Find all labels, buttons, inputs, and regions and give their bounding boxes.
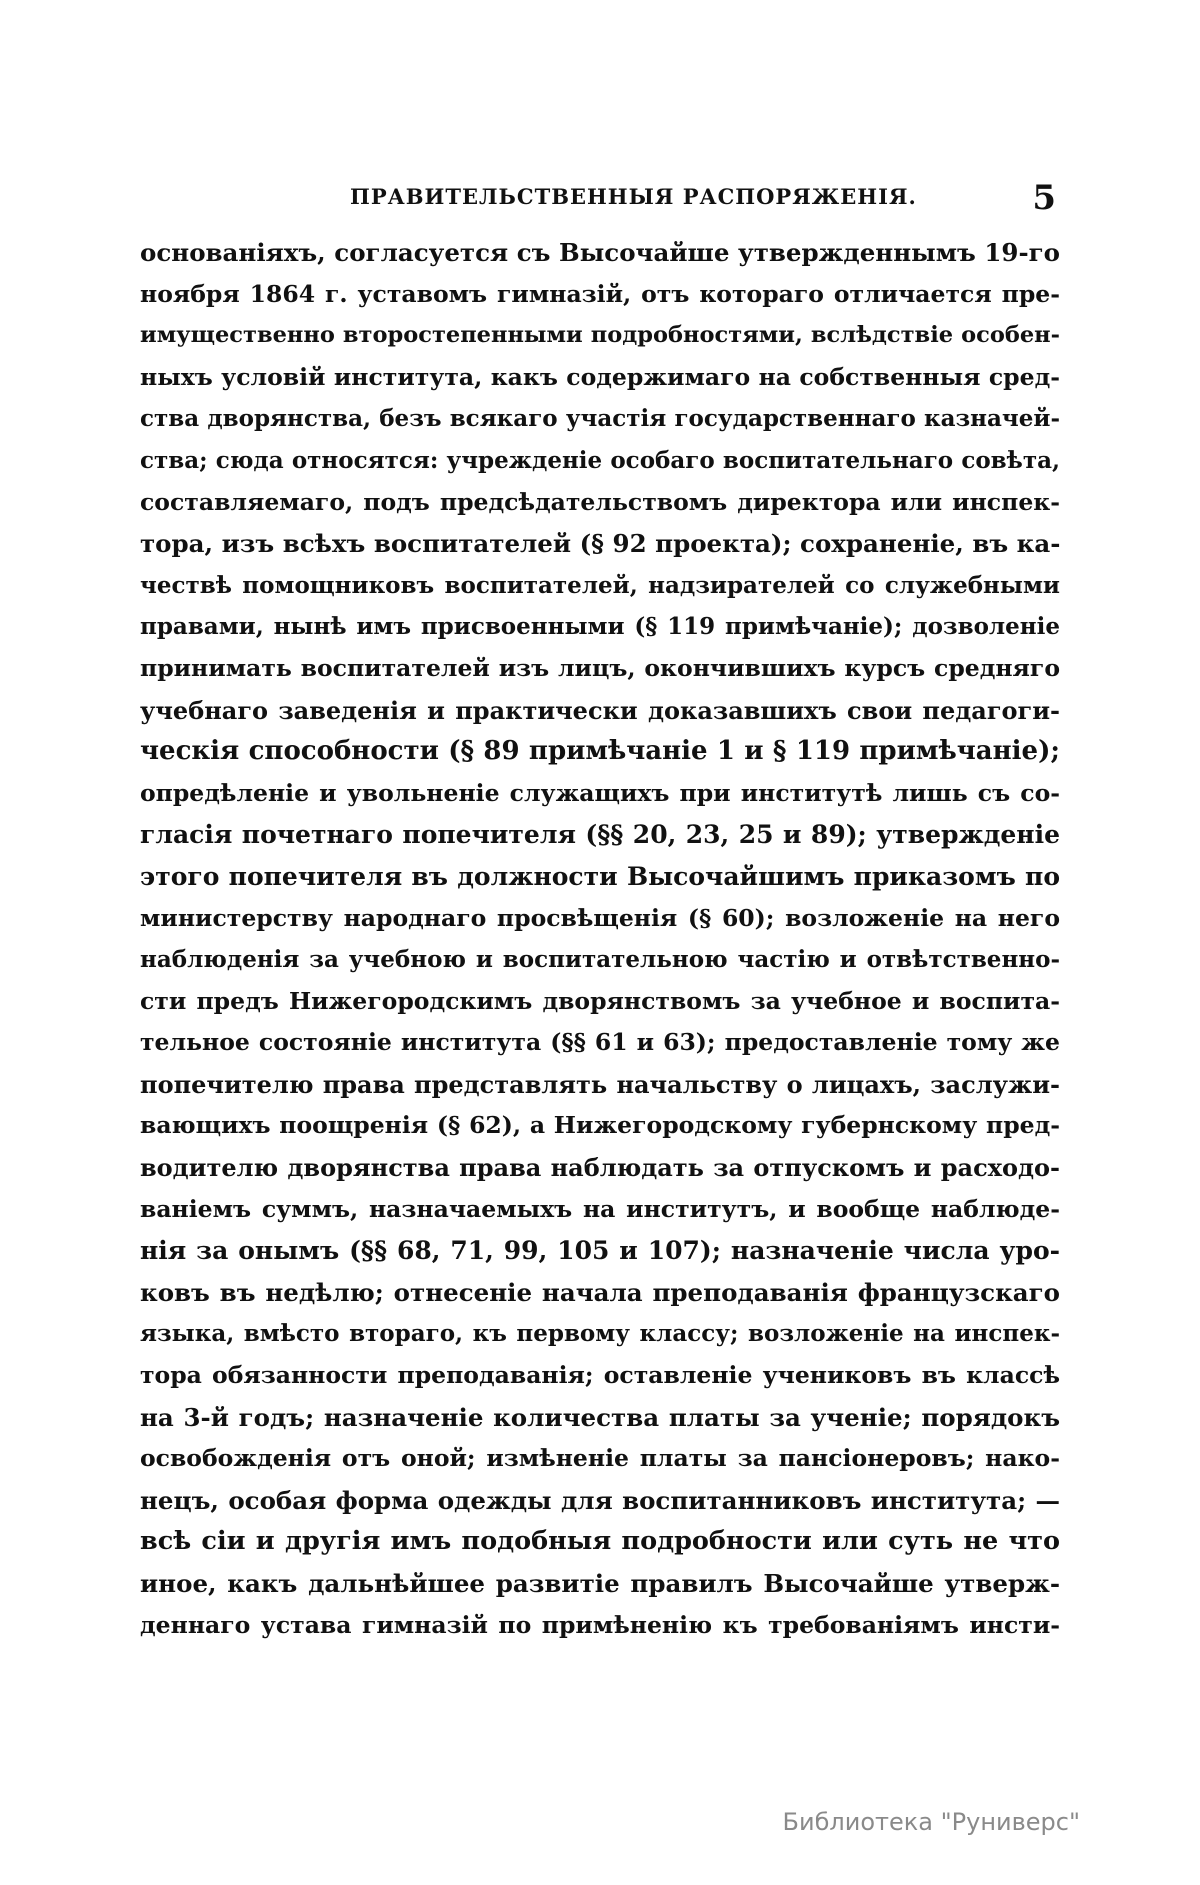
text-line: тора, изъ всѣхъ воспитателей (§ 92 проекта); сохраненіе, въ ка- [140, 529, 1061, 559]
text-line: ноября 1864 г. уставомъ гимназій, отъ котораго отличается пре- [140, 279, 1060, 308]
running-head [140, 178, 1060, 218]
text-line: ковъ въ недѣлю; отнесеніе начала преподаванія французскаго [140, 1277, 1060, 1307]
page-number: 5 [1032, 178, 1056, 218]
text-line: деннаго устава гимназій по примѣненію къ требованіямъ инсти- [140, 1610, 1060, 1639]
text-line: ческія способности (§ 89 примѣчаніе 1 и § 119 примѣчаніе); [140, 736, 1060, 767]
text-line: правами, нынѣ имъ присвоенными (§ 119 примѣчаніе); дозволеніе [140, 613, 1060, 641]
library-watermark: Библиотека "Руниверс" [782, 1808, 1080, 1836]
text-line: ства дворянства, безъ всякаго участія государственнаго казначей- [140, 405, 1060, 433]
text-line: имущественно второстепенными подробностями, вслѣдствіе особен- [140, 322, 1060, 349]
text-line: нецъ, особая форма одежды для воспитанниковъ института; — [140, 1485, 1060, 1515]
text-line: чествѣ помощниковъ воспитателей, надзирателей со служебными [140, 571, 1060, 599]
running-title: ПРАВИТЕЛЬСТВЕННЫЯ РАСПОРЯЖЕНІЯ. [350, 184, 917, 209]
text-line: тора обязанности преподаванія; оставленіе учениковъ въ классѣ [140, 1361, 1060, 1390]
text-line: тельное состояніе института (§§ 61 и 63); предоставленіе тому же [140, 1028, 1060, 1057]
text-line: принимать воспитателей изъ лицъ, окончившихъ курсъ средняго [140, 653, 1060, 682]
text-line: на 3-й годъ; назначеніе количества платы за ученіе; порядокъ [140, 1402, 1060, 1432]
text-line: вающихъ поощренія (§ 62), а Нижегородскому губернскому пред- [140, 1111, 1060, 1140]
text-line: попечителю права представлять начальству о лицахъ, заслужи- [140, 1069, 1060, 1099]
text-line: нія за онымъ (§§ 68, 71, 99, 105 и 107); назначеніе числа уро- [140, 1236, 1060, 1266]
text-line: наблюденія за учебною и воспитательною частію и отвѣтственно- [140, 946, 1060, 974]
text-line: составляемаго, подъ предсѣдательствомъ директора или инспек- [140, 487, 1060, 516]
body-text [140, 232, 1060, 1646]
text-line: иное, какъ дальнѣйшее развитіе правилъ Высочайше утверж- [140, 1569, 1060, 1598]
text-line: учебнаго заведенія и практически доказавшихъ свои педагоги- [140, 695, 1060, 725]
text-line: ства; сюда относятся: учрежденіе особаго воспитательнаго совѣта, [140, 446, 1060, 474]
text-line: опредѣленіе и увольненіе служащихъ при институтѣ лишь съ со- [140, 778, 1060, 807]
text-line: ныхъ условій института, какъ содержимаго на собственныя сред- [140, 362, 1060, 391]
text-line: ваніемъ суммъ, назначаемыхъ на институтъ, и вообще наблюде- [140, 1194, 1060, 1223]
text-line: всѣ сіи и другія имъ подобныя подробности или суть не что [140, 1526, 1060, 1557]
text-line: языка, вмѣсто втораго, къ первому классу; возложеніе на инспек- [140, 1320, 1060, 1348]
text-line: основаніяхъ, согласуется съ Высочайше утвержденнымъ 19-го [140, 238, 1060, 267]
text-line: гласія почетнаго попечителя (§§ 20, 23, 25 и 89); утвержденіе [140, 820, 1060, 850]
text-line: министерству народнаго просвѣщенія (§ 60); возложеніе на него [140, 903, 1060, 932]
text-line: освобожденія отъ оной; измѣненіе платы за пансіонеровъ; нако- [140, 1444, 1060, 1473]
text-line: водителю дворянства права наблюдать за отпускомъ и расходо- [140, 1153, 1060, 1183]
text-line: сти предъ Нижегородскимъ дворянствомъ за учебное и воспита- [140, 986, 1060, 1015]
text-line: этого попечителя въ должности Высочайшимъ приказомъ по [140, 861, 1060, 891]
